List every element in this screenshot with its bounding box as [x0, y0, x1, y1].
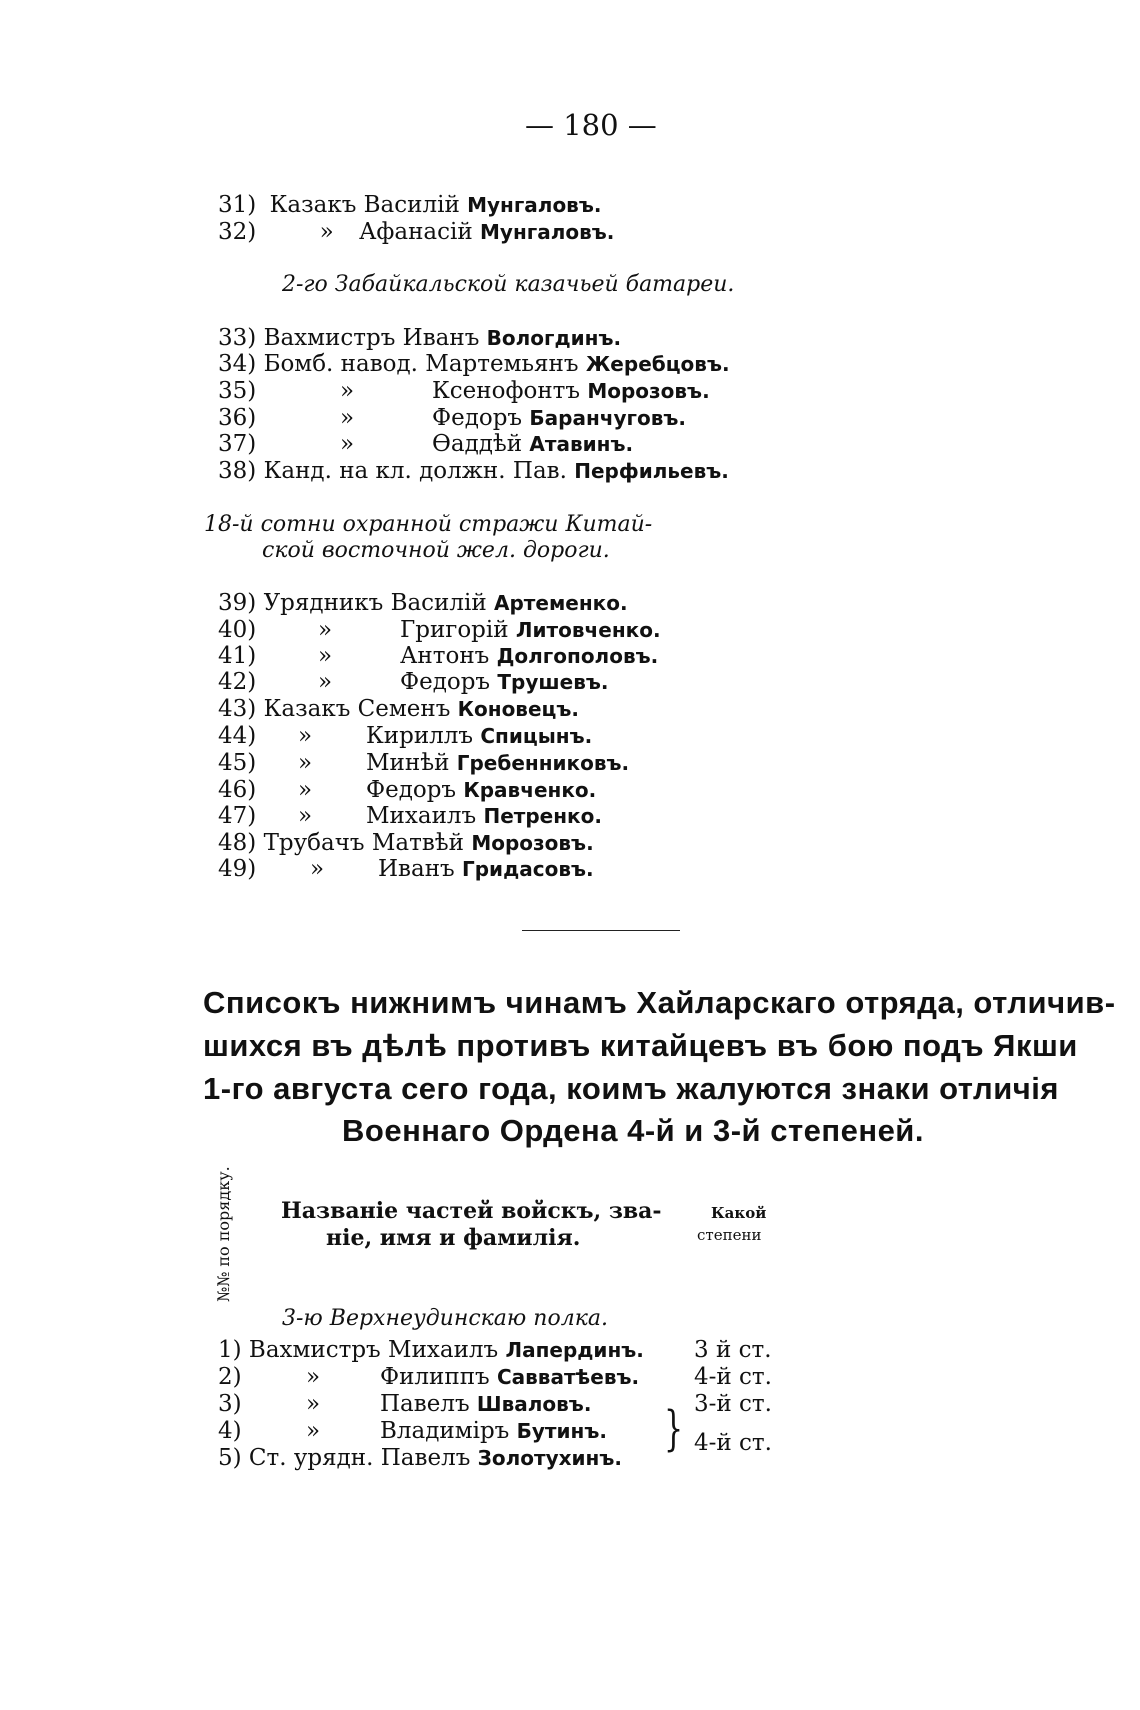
list-item-rank: »	[318, 617, 333, 643]
section-divider	[522, 930, 680, 931]
list-item-name: Ксенофонтъ Морозовъ.	[432, 378, 710, 404]
list-item-name: Михаилъ Петренко.	[366, 803, 602, 829]
list-item: 36)	[218, 405, 257, 431]
column-header-number: №№ по порядку.	[214, 1166, 233, 1302]
list-item: 40)	[218, 617, 257, 643]
list-item: 43) Казакъ Семенъ Коновецъ.	[218, 696, 579, 722]
list-item-rank: »	[298, 723, 313, 749]
list-item: 34) Бомб. навод. Мартемьянъ Жеребцовъ.	[218, 351, 730, 377]
list-item-name: Федоръ Кравченко.	[366, 777, 597, 803]
list-item-name: Ѳаддѣй Атавинъ.	[432, 431, 634, 457]
list-item: 47)	[218, 803, 257, 829]
unit-title-2: 2-го Забайкальской казачьей батареи.	[282, 272, 735, 297]
list-item: 39) Урядникъ Василій Артеменко.	[218, 590, 628, 616]
table-row-degree: 3-й ст.	[694, 1391, 772, 1417]
table-row: 4)	[218, 1418, 242, 1444]
table-row-degree: 3 й ст.	[694, 1337, 772, 1363]
table-unit-title: 3-ю Верхнеудинскаю полка.	[282, 1306, 608, 1331]
list-item: 33) Вахмистръ Иванъ Вологдинъ.	[218, 325, 622, 351]
list-item: 32) » Афанасій Мунгаловъ.	[218, 219, 615, 245]
list-item-rank: »	[298, 803, 313, 829]
column-header-degree-line2: степени	[697, 1226, 762, 1244]
list-item: 37)	[218, 431, 257, 457]
list-item: 49)	[218, 856, 257, 882]
list-item-rank: »	[340, 405, 355, 431]
column-header-degree-line1: Какой	[711, 1204, 767, 1222]
list-item-name: Антонъ Долгополовъ.	[400, 643, 659, 669]
list-item-rank: »	[318, 643, 333, 669]
list-item: 31) Казакъ Василій Мунгаловъ.	[218, 192, 602, 218]
list-item-rank: »	[340, 431, 355, 457]
table-row-degree: 4-й ст.	[694, 1364, 772, 1390]
list-item: 38) Канд. на кл. должн. Пав. Перфильевъ.	[218, 458, 729, 484]
table-row: 3)	[218, 1391, 242, 1417]
list-item-rank: »	[298, 750, 313, 776]
list-item: 44)	[218, 723, 257, 749]
list-item: 46)	[218, 777, 257, 803]
heading-line: Военнаго Ордена 4-й и 3-й степеней.	[342, 1113, 924, 1148]
list-item: 48) Трубачъ Матвѣй Морозовъ.	[218, 830, 594, 856]
table-row-name: Владиміръ Бутинъ.	[380, 1418, 607, 1444]
column-header-name-line1: Названіе частей войскъ, зва-	[281, 1198, 662, 1224]
list-item: 42)	[218, 669, 257, 695]
table-row-rank: »	[306, 1364, 321, 1390]
table-row: 2)	[218, 1364, 242, 1390]
table-row: 5) Ст. урядн. Павелъ Золотухинъ.	[218, 1445, 622, 1471]
table-row-name: Павелъ Шваловъ.	[380, 1391, 592, 1417]
table-row-rank: »	[306, 1418, 321, 1444]
table-row-rank: »	[306, 1391, 321, 1417]
table-row-degree-grouped: 4-й ст.	[694, 1430, 772, 1456]
list-item-name: Григорій Литовченко.	[400, 617, 661, 643]
unit-title-3-line1: 18-й сотни охранной стражи Китай-	[204, 512, 653, 537]
list-item-rank: »	[298, 777, 313, 803]
list-item-name: Кириллъ Спицынъ.	[366, 723, 593, 749]
list-item-name: Иванъ Гридасовъ.	[378, 856, 594, 882]
list-item-name: Минѣй Гребенниковъ.	[366, 750, 630, 776]
table-row: 1) Вахмистръ Михаилъ Лапердинъ.	[218, 1337, 644, 1363]
list-item-name: Федоръ Трушевъ.	[400, 669, 609, 695]
list-item-rank: »	[318, 669, 333, 695]
heading-line: шихся въ дѣлѣ противъ китайцевъ въ бою подъ Якши	[203, 1028, 1078, 1063]
list-item-name: Федоръ Баранчуговъ.	[432, 405, 687, 431]
page-number: — 180 —	[525, 108, 657, 142]
heading-line: Списокъ нижнимъ чинамъ Хайларскаго отряда, отличив-	[203, 985, 1116, 1020]
grouping-brace: }	[664, 1401, 684, 1458]
column-header-name-line2: ніе, имя и фамилія.	[326, 1225, 581, 1251]
table-row-name: Филиппъ Савватѣевъ.	[380, 1364, 640, 1390]
list-item-rank: »	[340, 378, 355, 404]
list-item: 35)	[218, 378, 257, 404]
heading-line: 1-го августа сего года, коимъ жалуются знаки отличія	[203, 1071, 1060, 1106]
list-item: 45)	[218, 750, 257, 776]
list-item: 41)	[218, 643, 257, 669]
list-item-rank: »	[310, 856, 325, 882]
unit-title-3-line2: ской восточной жел. дороги.	[262, 538, 610, 563]
